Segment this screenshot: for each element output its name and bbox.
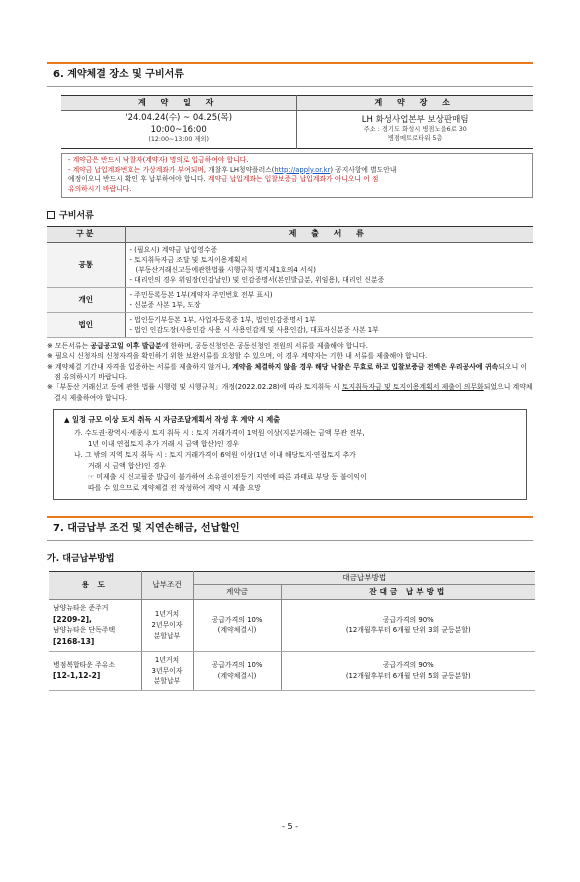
docs-notes <box>47 341 533 403</box>
condition-text: 2년무이자 <box>151 621 183 630</box>
funding-notice-title: ▲ 일정 규모 이상 토지 취득 시 자금조달계획서 작성 후 계약 시 제출 <box>64 415 281 425</box>
use-text: 병점복합타운 주유소 <box>53 660 116 669</box>
funding-item-b-cont: 거래 시 금액 합산)인 경우 <box>88 461 167 470</box>
docs-category: 공통 <box>47 243 125 288</box>
docs-category: 개인 <box>47 288 125 313</box>
deposit-cell <box>193 651 281 690</box>
deposit-header: 계약금 <box>193 584 281 599</box>
page-number: - 5 - <box>282 822 298 832</box>
balance-cell <box>281 600 535 652</box>
funding-item-a-cont: 1년 이내 연접토지 추가 거래 시 금액 합산)인 경우 <box>88 439 240 448</box>
note-1 <box>47 341 533 351</box>
contract-place-cell <box>297 111 533 148</box>
balance-header: 잔대금 납부방법 <box>281 584 535 599</box>
doc-line: - 토지취득자금 조달 및 토지이용계획서 <box>129 256 248 265</box>
deposit-text: (계약체결시) <box>217 671 257 680</box>
docs-subtitle-text: 구비서류 <box>59 211 94 222</box>
balance-cell <box>281 651 535 690</box>
payment-method-subtitle: 가. 대금납부방법 <box>47 553 115 564</box>
note-underline: 토지취득자금 및 토지이용계획서 제출이 의무화 <box>341 383 484 392</box>
contract-date-header: 계 약 일 자 <box>61 95 297 111</box>
use-lot: [12-1,12-2] <box>53 671 101 681</box>
funding-item-a: 가. 수도권·광역시·세종시 토지 취득 시 : 토지 거래가격이 1억원 이상(지분거래는 금액 무관 전부, <box>74 428 365 437</box>
funding-plan-notice-box <box>53 409 527 500</box>
contract-time: 10:00~16:00 <box>150 124 207 135</box>
contract-place-header: 계 약 장 소 <box>297 95 533 111</box>
condition-text: 분할납부 <box>153 631 181 640</box>
section-7-title: 7. 대금납부 조건 및 지연손해금, 선납할인 <box>47 516 533 541</box>
deposit-cell <box>193 600 281 652</box>
notice-text: 계약금 납입계좌는 입찰보증금 납입계좌가 아니오니 이 점 <box>207 175 379 184</box>
funding-warning: ☞ 미제출 시 신고필증 발급이 불가하여 소유권이전등기 지연에 따른 과태료 부당 등 불이익이 <box>88 472 367 481</box>
use-text: 남양뉴타운 준주거 <box>53 604 109 613</box>
note-text: 되었으니 계약체결시 제출하여야 합니다. <box>54 383 533 402</box>
deposit-notice-box <box>61 153 533 198</box>
table-row <box>49 651 535 690</box>
contract-place: LH 화성사업본부 보상판매팀 <box>361 114 469 125</box>
notice-line-4: 유의하시기 바랍니다. <box>68 185 132 194</box>
deposit-text: 공급가격의 10% <box>211 661 263 670</box>
table-row <box>47 313 533 338</box>
doc-line: - 법인등기부등본 1부, 사업자등록증 1부, 법인인감증명서 1부 <box>129 316 316 325</box>
note-text: ※ 모든서류는 <box>47 342 91 351</box>
use-cell <box>49 600 141 652</box>
note-2: ※ 필요시 신청자의 신청자격을 확인하기 위한 보완서류를 요청할 수 있으며, 이 경우 계약자는 기한 내 서류를 제출해야 합니다. <box>47 352 428 361</box>
note-text: 에 한하며, 공동신청인은 공동신청인 전원의 서류를 제출해야 합니다. <box>161 342 368 351</box>
contract-lunch-note: (12:00~13:00 제외) <box>148 136 210 144</box>
table-row <box>47 243 533 288</box>
note-text: ※「부동산 거래신고 등에 관한 법률 시행령 및 시행규칙」개정(2022.02.28)에 따라 토지취득 시 <box>47 383 342 392</box>
doc-line: - 법인 인감도장(사용인감 사용 시 사용인감계 및 사용인감), 대표자신분증 사본 1부 <box>129 326 379 335</box>
contract-address: 주소 : 경기도 화성시 병점노을6로 30 <box>363 126 467 134</box>
use-cell <box>49 651 141 690</box>
docs-cat-header: 구분 <box>47 227 125 243</box>
condition-header: 납부조건 <box>141 571 193 600</box>
balance-text: 공급가격의 90% <box>382 615 434 624</box>
note-text: ※ 계약체결 기간내 자격을 입증하는 서류를 제출하지 않거나, <box>47 362 233 371</box>
docs-category: 법인 <box>47 313 125 338</box>
method-header: 대금납부방법 <box>193 571 535 584</box>
balance-text: 공급가격의 90% <box>382 661 434 670</box>
condition-text: 1년거치 <box>154 610 180 619</box>
doc-line: - 대리인의 경우 위임장(인감날인) 및 인감증명서(본인발급분, 위임용), 대리인 신분증 <box>129 276 385 285</box>
notice-line-3 <box>68 175 526 185</box>
doc-line: - (필요시) 계약금 납입영수증 <box>129 246 218 255</box>
use-header: 용 도 <box>49 571 141 600</box>
note-text: 되오니 이점 유의하시기 바랍니다. <box>54 362 528 382</box>
contract-building: 병점메트로타워 5층 <box>387 134 443 142</box>
docs-cell <box>125 243 533 288</box>
use-lot: [2168-13] <box>53 637 95 647</box>
condition-text: 3년무이자 <box>151 666 183 675</box>
deposit-text: (계약체결시) <box>217 626 257 635</box>
note-emphasis: 계약을 체결하지 않을 경우 해당 낙찰은 무효로 하고 입찰보증금 전액은 우리공사에 귀속 <box>232 362 499 371</box>
checkbox-square-icon <box>47 211 55 219</box>
document-page <box>0 62 580 882</box>
doc-line: - 신분증 사본 1부, 도장 <box>129 301 201 310</box>
docs-cell <box>125 313 533 338</box>
condition-cell <box>141 600 193 652</box>
doc-line: (부동산거래신고등에관한법률 시행규칙 별지제1호의4 서식) <box>135 266 316 275</box>
note-4 <box>47 382 533 403</box>
docs-cell <box>125 288 533 313</box>
contract-date: '24.04.24(수) ~ 04.25(목) <box>125 113 233 124</box>
balance-text: (12개월후부터 6개월 단위 5회 균등분할) <box>345 671 471 680</box>
table-row <box>49 600 535 652</box>
note-emphasis: 공급공고일 이후 발급분 <box>90 342 162 351</box>
docs-subtitle <box>47 210 533 222</box>
funding-warning-cont: 따를 수 있으므로 계약체결 전 작성하여 계약 시 제출 요망 <box>88 483 261 492</box>
notice-line-1: - 계약금은 반드시 낙찰자(계약자) 명의로 입금하여야 합니다. <box>68 155 249 164</box>
deposit-text: 공급가격의 10% <box>211 615 263 624</box>
section-6-title: 6. 계약체결 장소 및 구비서류 <box>47 62 533 87</box>
required-docs-table <box>47 226 533 338</box>
condition-cell <box>141 651 193 690</box>
contract-table <box>61 95 533 149</box>
notice-text: - 계약금 납입계좌번호는 가상계좌가 부여되며, <box>68 165 209 174</box>
doc-line: - 주민등록등본 1부(계약자 주민번호 전부 표시) <box>129 291 273 300</box>
table-row <box>47 288 533 313</box>
notice-text: 개찰후 LH청약플러스( <box>208 165 275 174</box>
use-text: 남양뉴타운 단독주택 <box>53 626 116 635</box>
docs-list-header: 제 출 서 류 <box>125 227 533 243</box>
balance-text: (12개월후부터 6개월 단위 3회 균등분할) <box>345 626 471 635</box>
notice-line-2 <box>68 166 526 176</box>
apply-link[interactable]: http://apply.or.kr <box>274 165 331 174</box>
note-3 <box>47 362 533 383</box>
use-lot: [2209-2], <box>53 614 92 624</box>
notice-text: 예정이오니 반드시 확인 후 납부하여야 합니다. <box>68 175 208 184</box>
notice-text: ) 공지사항에 별도안내 <box>330 165 397 174</box>
contract-date-cell <box>61 111 297 148</box>
condition-text: 1년거치 <box>154 655 180 664</box>
condition-text: 분할납부 <box>153 677 181 686</box>
funding-item-b: 나. 그 밖의 지역 토지 취득 시 : 토지 거래가격이 6억원 이상(1년 이내 해당토지·연접토지 추가 <box>74 450 356 459</box>
payment-table <box>49 571 535 691</box>
